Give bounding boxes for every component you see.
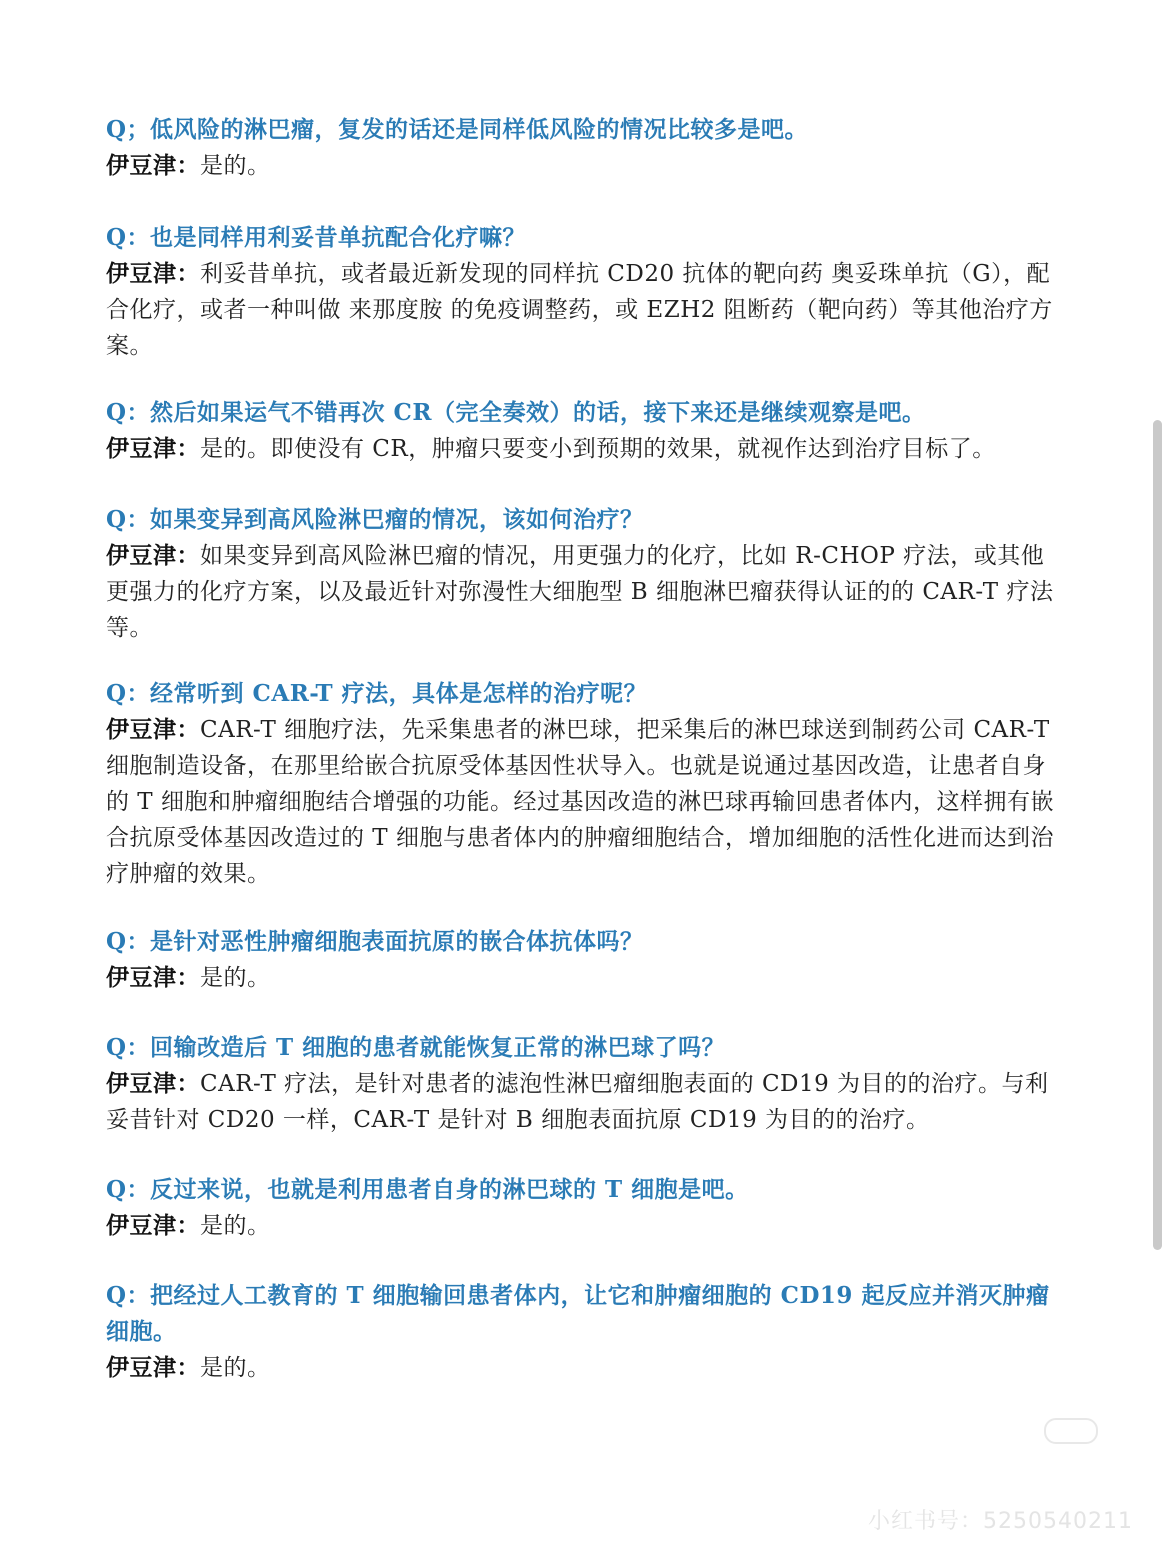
question: Q：是针对恶性肿瘤细胞表面抗原的嵌合体抗体吗？ bbox=[106, 928, 644, 955]
answer-text: CAR-T 疗法，是针对患者的滤泡性淋巴瘤细胞表面的 CD19 为目的的治疗。与利妥昔针对 CD20 一样，CAR-T 是针对 B 细胞表面抗原 CD19 为目的的治疗。 bbox=[106, 1071, 1049, 1133]
question: Q：经常听到 CAR-T 疗法，具体是怎样的治疗呢？ bbox=[106, 680, 648, 707]
answer bbox=[106, 431, 1066, 467]
answer bbox=[106, 960, 1066, 996]
answer bbox=[106, 538, 1066, 646]
speaker-label: 伊豆津： bbox=[106, 716, 200, 743]
qa-item bbox=[106, 1030, 1066, 1138]
qa-item bbox=[106, 502, 1066, 646]
watermark-logo-icon bbox=[1044, 1418, 1098, 1444]
speaker-label: 伊豆津： bbox=[106, 1354, 200, 1381]
qa-item bbox=[106, 112, 1066, 184]
question: Q：如果变异到高风险淋巴瘤的情况，该如何治疗？ bbox=[106, 506, 644, 533]
speaker-label: 伊豆津： bbox=[106, 542, 200, 569]
speaker-label: 伊豆津： bbox=[106, 260, 200, 287]
speaker-label: 伊豆津： bbox=[106, 152, 200, 179]
scrollbar[interactable] bbox=[1153, 420, 1162, 1250]
answer bbox=[106, 1350, 1066, 1386]
qa-item bbox=[106, 676, 1066, 892]
answer-text: CAR-T 细胞疗法，先采集患者的淋巴球，把采集后的淋巴球送到制药公司 CAR-T 细胞制造设备，在那里给嵌合抗原受体基因性状导入。也就是说通过基因改造，让患者自身的 T 细胞和肿瘤细胞结合增强的功能。经过基因改造的淋巴球再输回患者体内，这样拥有嵌合抗原受体基因改造过的 T 细胞与患者体内的肿瘤细胞结合，增加细胞的活性化进而达到治疗肿瘤的效果。 bbox=[106, 717, 1054, 887]
speaker-label: 伊豆津： bbox=[106, 1070, 200, 1097]
question: Q；低风险的淋巴瘤，复发的话还是同样低风险的情况比较多是吧。 bbox=[106, 116, 809, 143]
qa-item bbox=[106, 1278, 1066, 1386]
question: Q：然后如果运气不错再次 CR（完全奏效）的话，接下来还是继续观察是吧。 bbox=[106, 399, 926, 426]
speaker-label: 伊豆津： bbox=[106, 435, 200, 462]
answer bbox=[106, 256, 1066, 364]
answer bbox=[106, 1066, 1066, 1138]
answer-text: 利妥昔单抗，或者最近新发现的同样抗 CD20 抗体的靶向药 奥妥珠单抗（G），配合化疗，或者一种叫做 来那度胺 的免疫调整药，或 EZH2 阻断药（靶向药）等其他治疗方案。 bbox=[106, 261, 1053, 359]
answer bbox=[106, 712, 1066, 892]
answer-text: 如果变异到高风险淋巴瘤的情况，用更强力的化疗，比如 R-CHOP 疗法，或其他更强力的化疗方案，以及最近针对弥漫性大细胞型 B 细胞淋巴瘤获得认证的的 CAR-T 疗法等。 bbox=[106, 543, 1054, 641]
answer-text: 是的。 bbox=[200, 1213, 271, 1239]
qa-item bbox=[106, 395, 1066, 467]
qa-item bbox=[106, 220, 1066, 364]
qa-item bbox=[106, 1172, 1066, 1244]
speaker-label: 伊豆津： bbox=[106, 1212, 200, 1239]
answer bbox=[106, 148, 1066, 184]
watermark-text: 小红书号：5250540211 bbox=[868, 1509, 1133, 1534]
answer-text: 是的。 bbox=[200, 153, 271, 179]
answer-text: 是的。 bbox=[200, 965, 271, 991]
answer-text: 是的。 bbox=[200, 1355, 271, 1381]
question: Q：也是同样用利妥昔单抗配合化疗嘛？ bbox=[106, 224, 527, 251]
qa-item bbox=[106, 924, 1066, 996]
speaker-label: 伊豆津： bbox=[106, 964, 200, 991]
question: Q：回输改造后 T 细胞的患者就能恢复正常的淋巴球了吗？ bbox=[106, 1034, 726, 1061]
answer-text: 是的。即使没有 CR，肿瘤只要变小到预期的效果，就视作达到治疗目标了。 bbox=[200, 436, 996, 462]
answer bbox=[106, 1208, 1066, 1244]
question: Q：把经过人工教育的 T 细胞输回患者体内，让它和肿瘤细胞的 CD19 起反应并消灭肿瘤细胞。 bbox=[106, 1282, 1050, 1345]
question: Q：反过来说，也就是利用患者自身的淋巴球的 T 细胞是吧。 bbox=[106, 1176, 749, 1203]
